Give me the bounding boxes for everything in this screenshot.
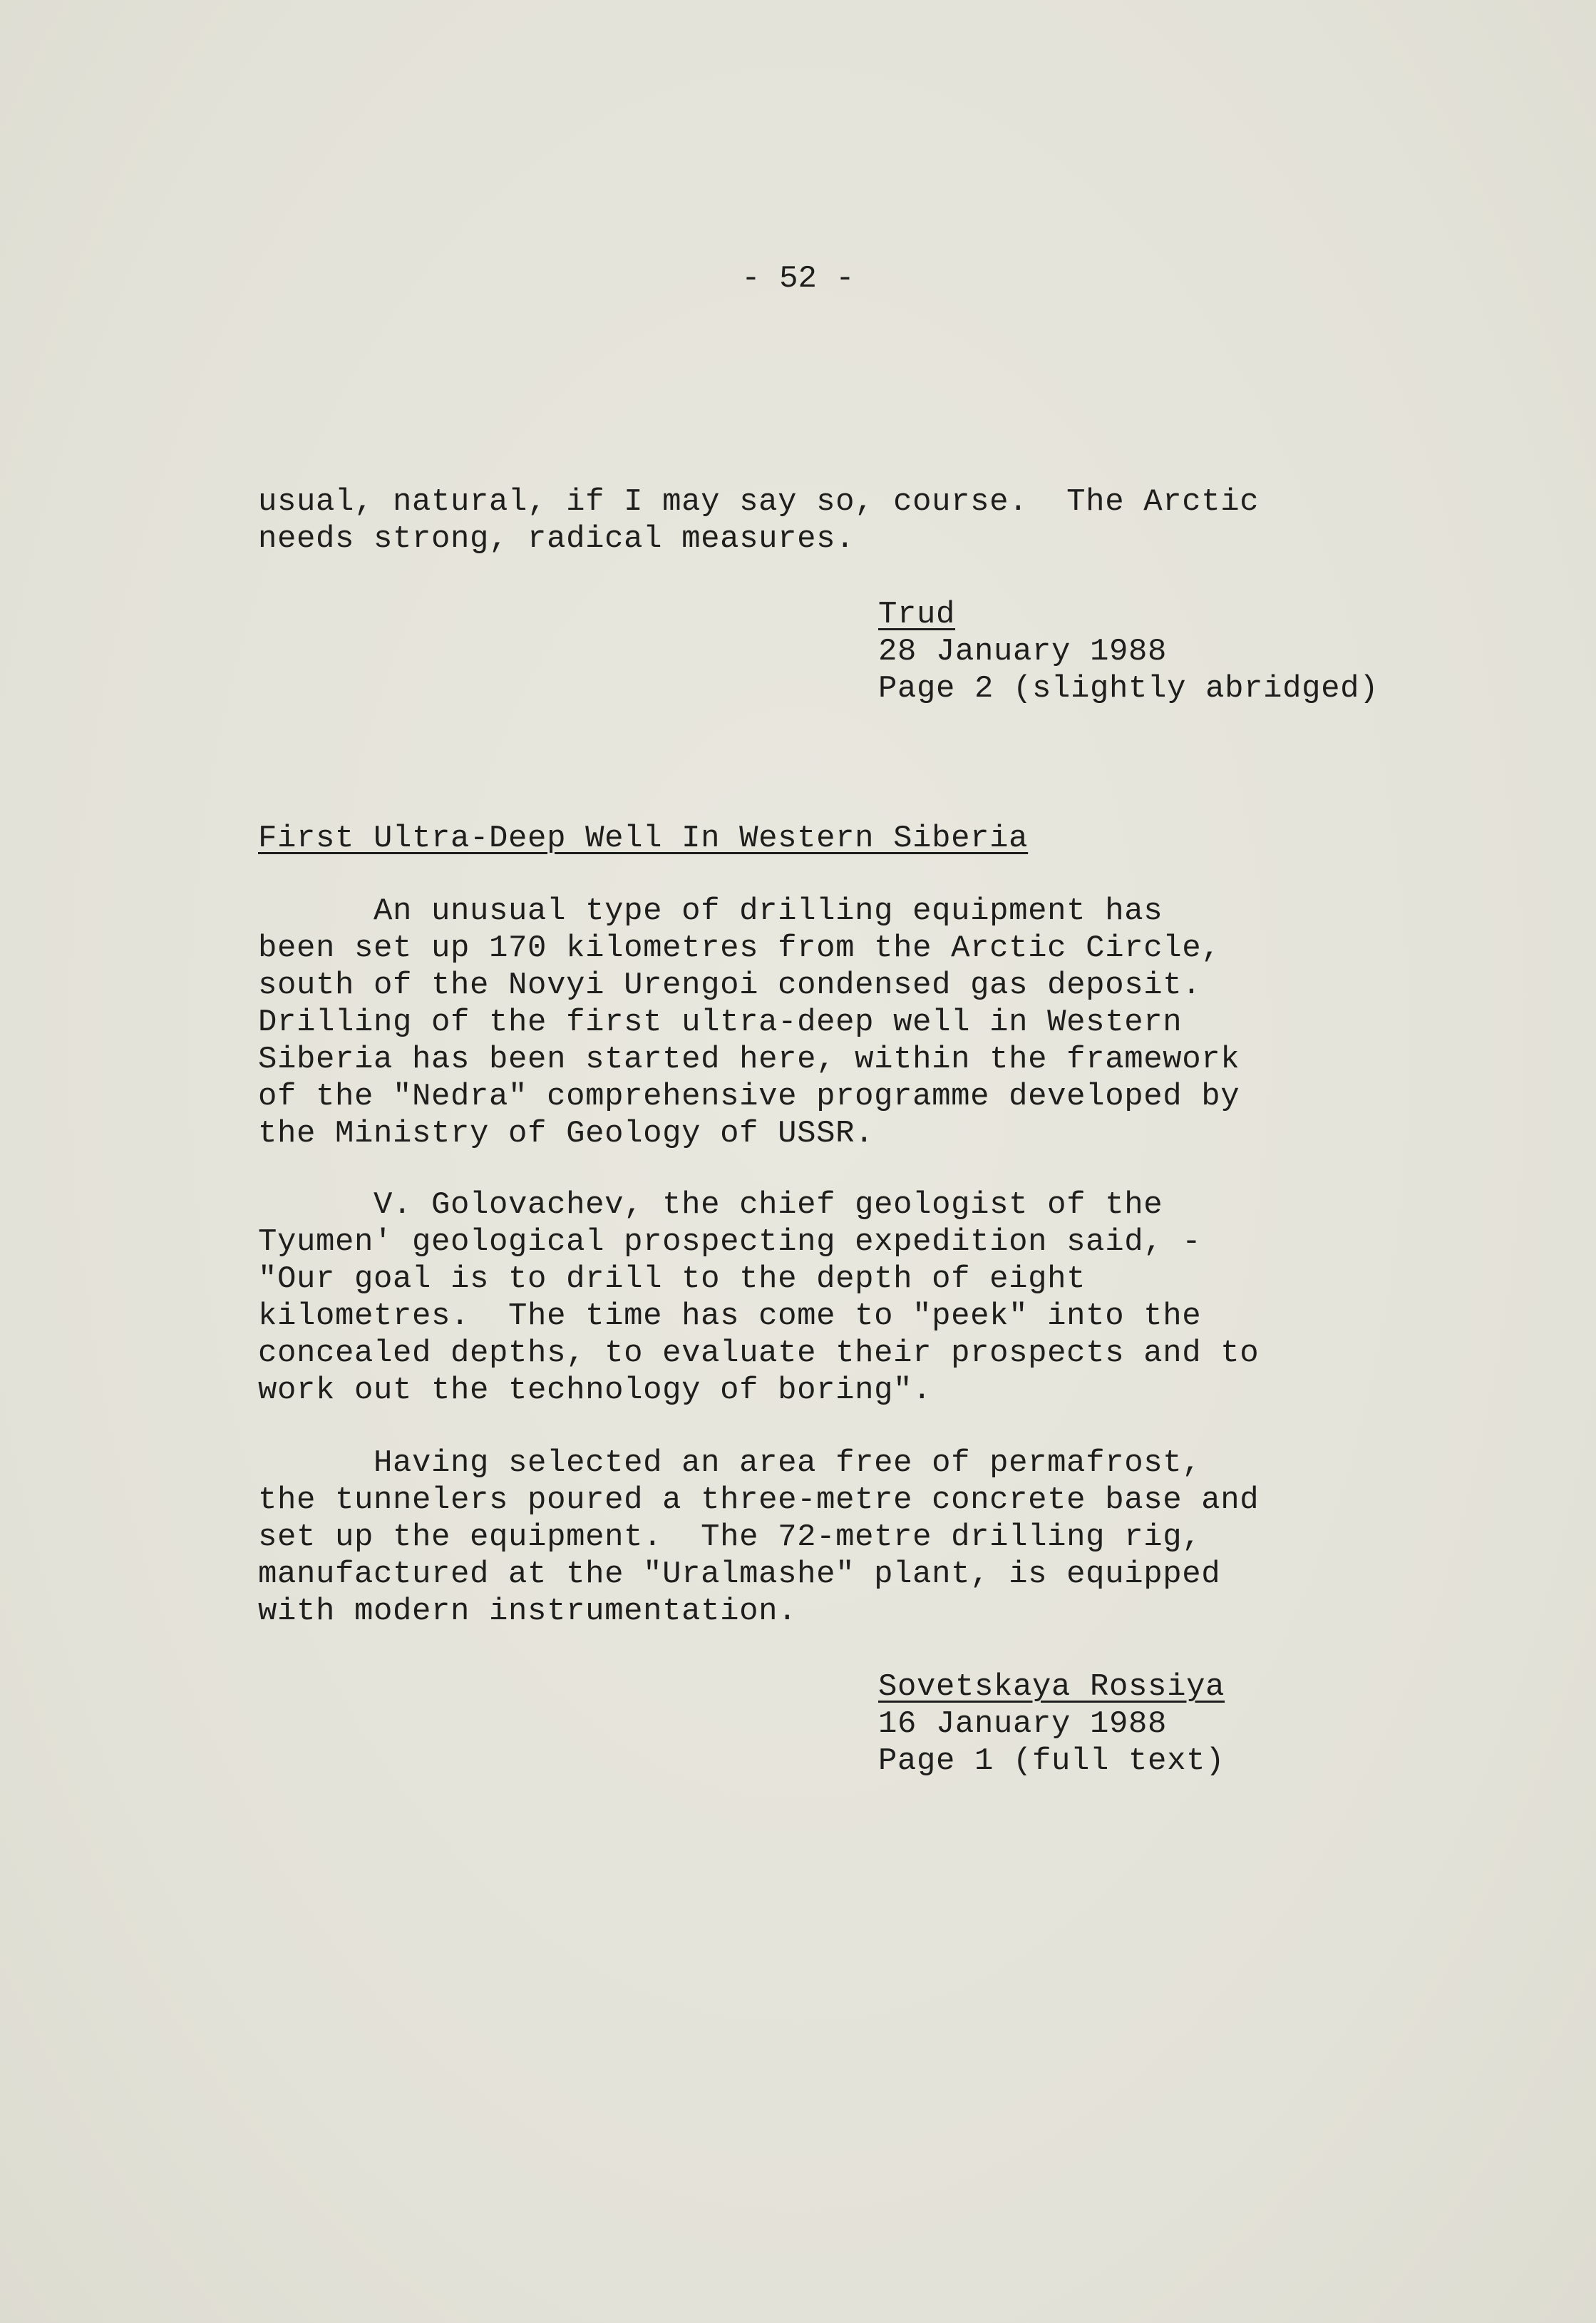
text-line: usual, natural, if I may say so, course. The Arctic <box>258 484 1260 520</box>
text-line: the Ministry of Geology of USSR. <box>258 1116 875 1152</box>
text-line: concealed depths, to evaluate their prospects and to <box>258 1335 1260 1371</box>
source-publication: Sovetskaya Rossiya <box>878 1669 1225 1705</box>
page-number: - 52 - <box>741 261 855 297</box>
text-line: with modern instrumentation. <box>258 1594 798 1629</box>
source-page: Page 1 (full text) <box>878 1743 1225 1779</box>
text-line: An unusual type of drilling equipment has <box>258 893 1163 929</box>
text-line: manufactured at the "Uralmashe" plant, is equipped <box>258 1557 1221 1592</box>
source-date: 28 January 1988 <box>878 634 1168 670</box>
text-line: work out the technology of boring". <box>258 1373 932 1408</box>
text-line: Having selected an area free of permafrost, <box>258 1445 1202 1481</box>
text-line: set up the equipment. The 72-metre drilling rig, <box>258 1519 1202 1555</box>
text-line: Tyumen' geological prospecting expedition said, - <box>258 1224 1202 1260</box>
text-line: Drilling of the first ultra-deep well in Western <box>258 1005 1183 1040</box>
source-page: Page 2 (slightly abridged) <box>878 671 1379 707</box>
text-line: south of the Novyi Urengoi condensed gas deposit. <box>258 968 1202 1003</box>
text-line: the tunnelers poured a three-metre concrete base and <box>258 1482 1260 1518</box>
article-headline: First Ultra-Deep Well In Western Siberia <box>258 821 1029 856</box>
source-publication: Trud <box>878 597 956 632</box>
source-date: 16 January 1988 <box>878 1706 1168 1742</box>
text-line: been set up 170 kilometres from the Arctic Circle, <box>258 930 1221 966</box>
text-line: V. Golovachev, the chief geologist of the <box>258 1187 1163 1223</box>
text-line: Siberia has been started here, within the framework <box>258 1042 1240 1077</box>
text-line: "Our goal is to drill to the depth of eight <box>258 1261 1086 1297</box>
text-line: kilometres. The time has come to "peek" into the <box>258 1298 1202 1334</box>
text-line: of the "Nedra" comprehensive programme developed by <box>258 1079 1240 1114</box>
text-line: needs strong, radical measures. <box>258 521 855 557</box>
